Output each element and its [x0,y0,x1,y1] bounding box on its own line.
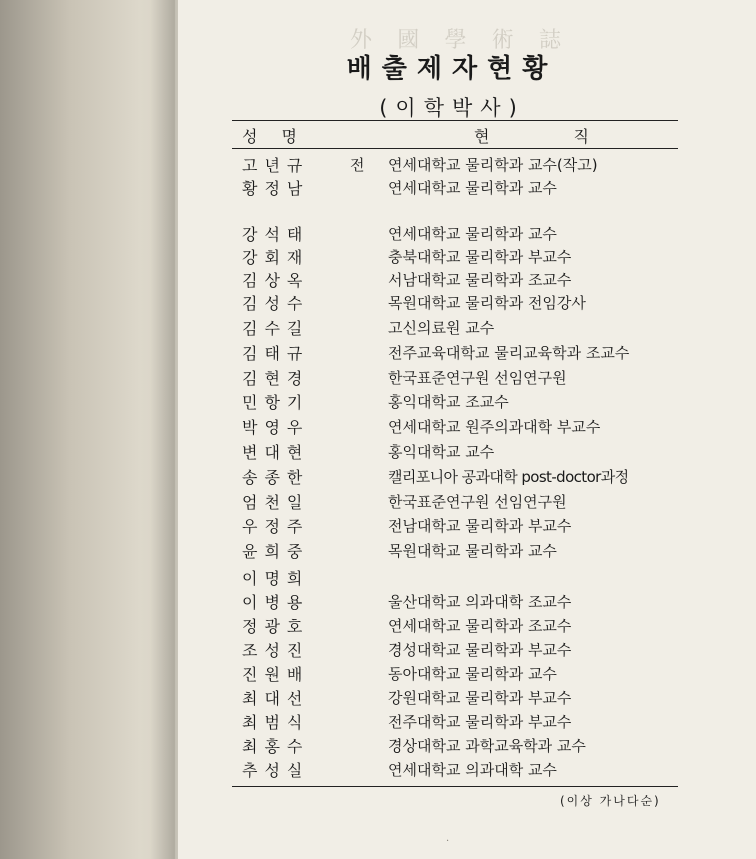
page-subtitle: (이학박사) [379,96,525,120]
person-name: 김상옥 [242,271,310,290]
person-name: 황정남 [242,179,310,198]
person-name: 김수길 [242,319,310,338]
current-position: 동아대학교 물리학과 교수 [388,665,557,683]
person-name: 이병용 [242,593,310,612]
current-position: 강원대학교 물리학과 부교수 [388,689,572,707]
current-position: 목원대학교 물리학과 전임강사 [388,294,586,312]
sort-order-note: (이상 가나다순) [560,794,661,808]
table-row [242,268,682,292]
current-position: 연세대학교 물리학과 조교수 [388,617,572,635]
person-name: 정광호 [242,617,310,636]
table-row [242,153,682,177]
person-name: 추성실 [242,761,310,780]
current-position: 목원대학교 물리학과 교수 [388,542,557,560]
person-name: 이명희 [242,569,310,588]
current-position: 연세대학교 물리학과 교수 [388,179,557,197]
table-row [242,566,682,590]
table-row [242,662,682,686]
current-position: 전주교육대학교 물리교육학과 조교수 [388,344,630,362]
table-row [242,539,682,563]
page-title: 배출제자현황 [346,54,558,84]
facing-page-edge [0,0,175,859]
table-row [242,222,682,246]
table-row [242,590,682,614]
table-row [242,465,682,489]
table-row [242,686,682,710]
person-name: 조성진 [242,641,310,660]
table-row [242,614,682,638]
current-position: 전주대학교 물리학과 부교수 [388,713,572,731]
person-name: 강회재 [242,248,310,267]
bleed-through-heading: 外 國 學 術 誌 [350,28,567,53]
column-header-position: 현직 [474,127,673,146]
person-name: 변대현 [242,443,310,462]
person-name: 김태규 [242,344,310,363]
table-row [242,490,682,514]
page-number-mark: · [446,836,450,847]
current-position: 홍익대학교 교수 [388,443,495,461]
current-position: 서남대학교 물리학과 조교수 [388,271,572,289]
current-position: 연세대학교 의과대학 교수 [388,761,557,779]
person-name: 강석태 [242,225,310,244]
current-position: 고신의료원 교수 [388,319,495,337]
person-name: 고년규 [242,156,310,175]
person-name: 최범식 [242,713,310,732]
table-top-rule [232,120,678,121]
table-row [242,316,682,340]
table-row [242,734,682,758]
table-header-rule [232,148,678,149]
table-row [242,415,682,439]
table-row [242,758,682,782]
person-name: 우정주 [242,517,310,536]
person-name: 진원배 [242,665,310,684]
table-row [242,638,682,662]
column-header-name: 성명 [242,127,321,146]
current-position: 울산대학교 의과대학 조교수 [388,593,572,611]
person-name: 김성수 [242,294,310,313]
former-marker: 전 [350,156,365,174]
person-name: 최대선 [242,689,310,708]
table-row [242,176,682,200]
current-position: 한국표준연구원 선임연구원 [388,369,567,387]
table-row [242,440,682,464]
current-position: 한국표준연구원 선임연구원 [388,493,567,511]
table-row [242,514,682,538]
current-position: 캘리포니아 공과대학 post-doctor과정 [388,468,629,486]
current-position: 연세대학교 물리학과 교수 [388,225,557,243]
table-row [242,341,682,365]
current-position: 경상대학교 과학교육학과 교수 [388,737,586,755]
person-name: 박영우 [242,418,310,437]
table-row [242,390,682,414]
table-row [242,710,682,734]
table-row [242,366,682,390]
person-name: 엄천일 [242,493,310,512]
table-bottom-rule [232,786,678,787]
person-name: 윤희중 [242,542,310,561]
person-name: 김현경 [242,369,310,388]
table-row [242,291,682,315]
person-name: 민항기 [242,393,310,412]
current-position: 연세대학교 원주의과대학 부교수 [388,418,601,436]
person-name: 최홍수 [242,737,310,756]
table-row [242,245,682,269]
current-position: 경성대학교 물리학과 부교수 [388,641,572,659]
current-position: 전남대학교 물리학과 부교수 [388,517,572,535]
person-name: 송종한 [242,468,310,487]
current-position: 충북대학교 물리학과 부교수 [388,248,572,266]
current-position: 연세대학교 물리학과 교수(작고) [388,156,598,174]
current-position: 홍익대학교 조교수 [388,393,509,411]
